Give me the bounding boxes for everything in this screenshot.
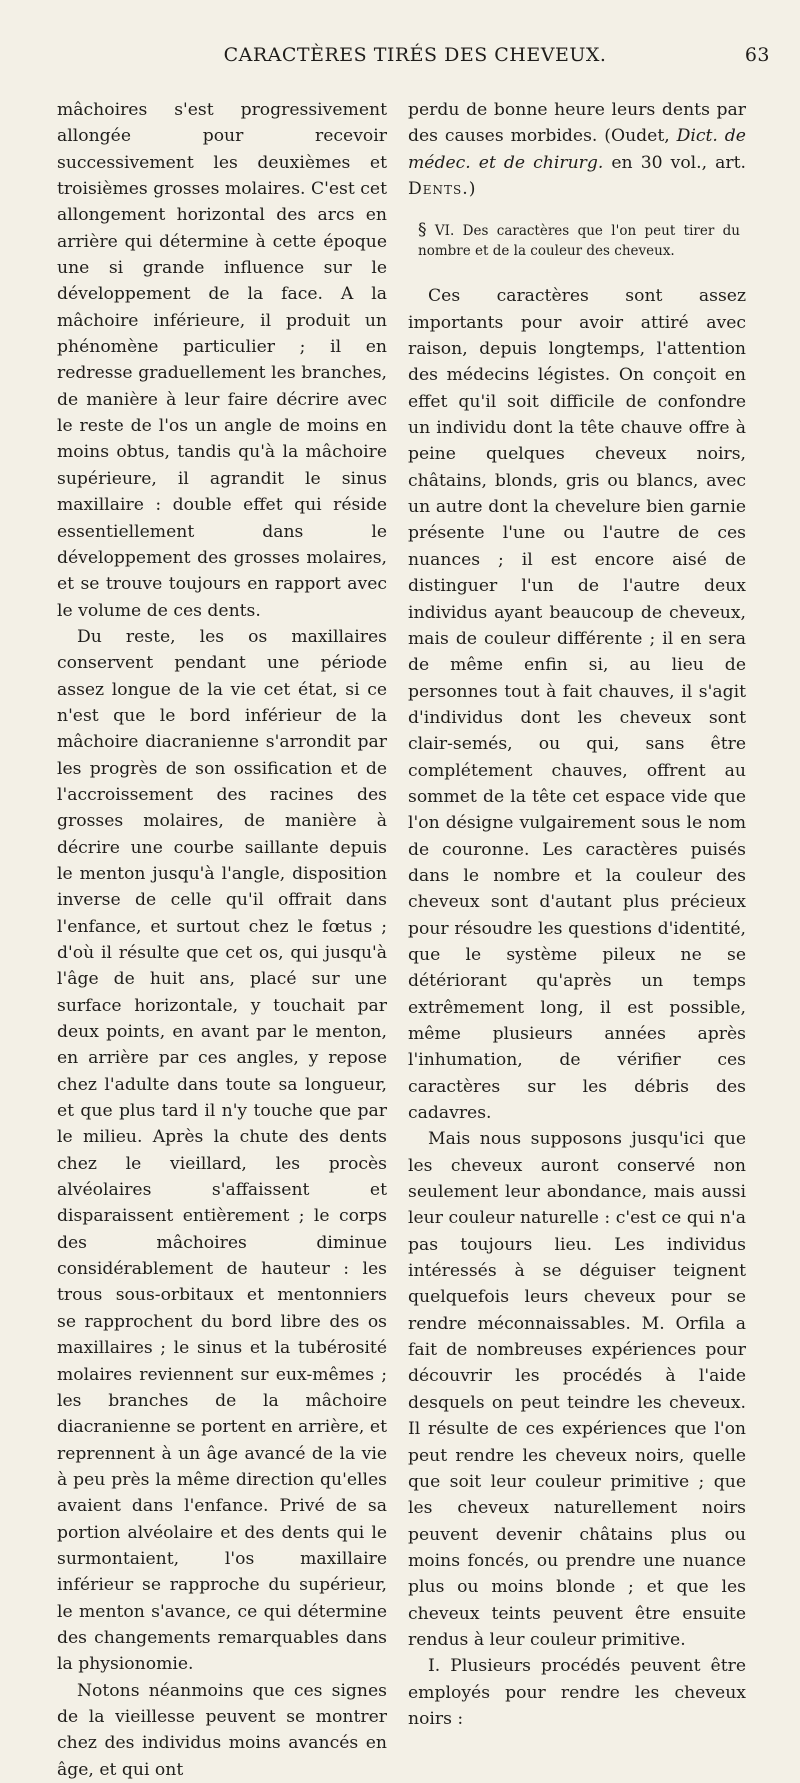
paragraph: Notons néanmoins que ces signes de la vieillesse peuvent se montrer chez des individus moins avancés en âge, et qui ont — [57, 1680, 387, 1780]
paragraph-citation — [408, 97, 746, 202]
paragraph: Du reste, les os maxillaires conservent pendant une période assez longue de la vie cet état, si ce n'est que le bord inférieur de la mâchoire diacranienne s'arrondit par les progrès de son ossification et de l'accroissement des racines des grosses molaires, de manière à décrire une courbe saillante depuis le menton jusqu'à l'angle, disposition inverse de celle qu'il offrait dans l'enfance, et surtout chez le fœtus ; d'où il résulte que cet os, qui jusqu'à l'âge de huit ans, placé sur une surface horizontale, y touchait par deux points, en avant par le menton, en arrière par ces angles, y repose chez l'adulte dans toute sa longueur, et que plus tard il n'y touche que par le milieu. Après la chute des dents chez le vieillard, les procès alvéolaires s'affaissent et disparaissent entièrement ; le corps des mâchoires diminue considérablement de hauteur : les trous sous-orbitaux et mentonniers se rapprochent du bord libre des os maxillaires ; le sinus et la tubérosité molaires reviennent sur eux-mêmes ; les branches de la mâchoire diacranienne se portent en arrière, et reprennent à un âge avancé de la vie à peu près la même direction qu'elles avaient dans l'enfance. Privé de sa portion alvéolaire et des dents qui le surmontaient, l'os maxillaire inférieur se rapproche du supérieur, le menton s'avance, ce qui détermine des changements remarquables dans la physionomie. — [57, 626, 387, 1675]
italic-reference: Dict. de médec. et de chirurg. — [408, 126, 746, 173]
paragraph: mâchoires s'est progressivement allongée pour recevoir successivement les deuxièmes et troisièmes grosses molaires. C'est cet allongement horizontal des arcs en arrière qui détermine à cette époque une si grande influence sur le développement de la face. A la mâchoire inférieure, il produit un phénomène particulier ; il en redresse graduellement les branches, de manière à leur faire décrire avec le reste de l'os un angle de moins en moins obtus, tandis qu'à la mâchoire supérieure, il agrandit le sinus maxillaire : double effet qui réside essentiellement dans le développement des grosses molaires, et se trouve toujours en rapport avec le volume de ces dents. — [57, 100, 387, 621]
paragraph: Ces caractères sont assez importants pour avoir attiré avec raison, depuis longtemps, l'attention des médecins légistes. On conçoit en effet qu'il soit difficile de confondre un individu dont la tête chauve offre à peine quelques cheveux noirs, châtains, blonds, gris ou blancs, avec un autre dont la chevelure bien garnie présente l'une ou l'autre de ces nuances ; il est encore aisé de distinguer l'un de l'autre deux individus ayant beaucoup de cheveux, mais de couleur différente ; il en sera de même enfin si, au lieu de personnes tout à fait chauves, il s'agit d'individus dont les cheveux sont clair-semés, ou qui, sans être complétement chauves, offrent au sommet de la tête cet espace vide que l'on désigne vulgairement sous le nom de couronne. Les caractères puisés dans le nombre et la couleur des cheveux sont d'autant plus précieux pour résoudre les questions d'identité, que le système pileux ne se détériorant qu'après un temps extrêmement long, il est possible, même plusieurs années après l'inhumation, de vérifier ces caractères sur les débris des cadavres. — [408, 286, 746, 1124]
running-title: CARACTÈRES TIRÉS DES CHEVEUX. — [223, 44, 607, 66]
section-symbol: § — [418, 220, 427, 241]
right-column — [408, 97, 746, 1732]
smallcaps-reference: Dents. — [408, 179, 469, 200]
section-heading — [418, 220, 740, 261]
column-divider — [397, 94, 398, 1294]
running-header — [60, 44, 770, 72]
text-span: ) — [468, 179, 476, 200]
page-number: 63 — [744, 44, 770, 66]
left-column — [57, 97, 387, 1783]
paragraph: Mais nous supposons jusqu'ici que les cheveux auront conservé non seulement leur abondance, mais aussi leur couleur naturelle : c'est ce qui n'a pas toujours lieu. Les individus intéressés à se déguiser teignent quelquefois leurs cheveux pour se rendre méconnaissables. M. Orfila a fait de nombreuses expériences pour découvrir les procédés à l'aide desquels on peut teindre les cheveux. Il résulte de ces expériences que l'on peut rendre les cheveux noirs, quelle que soit leur couleur primitive ; que les cheveux naturellement noirs peuvent devenir châtains plus ou moins foncés, ou prendre une nuance plus ou moins blonde ; et que les cheveux teints peuvent être ensuite rendus à leur couleur primitive. — [408, 1129, 746, 1650]
paragraph: I. Plusieurs procédés peuvent être employés pour rendre les cheveux noirs : — [408, 1656, 746, 1729]
text-span: en 30 vol., art. — [603, 152, 746, 173]
text-span: perdu de bonne heure leurs dents par des causes morbides. (Oudet, — [408, 100, 746, 147]
section-heading-text: VI. Des caractères que l'on peut tirer du nombre et de la couleur des cheveux. — [418, 223, 741, 260]
